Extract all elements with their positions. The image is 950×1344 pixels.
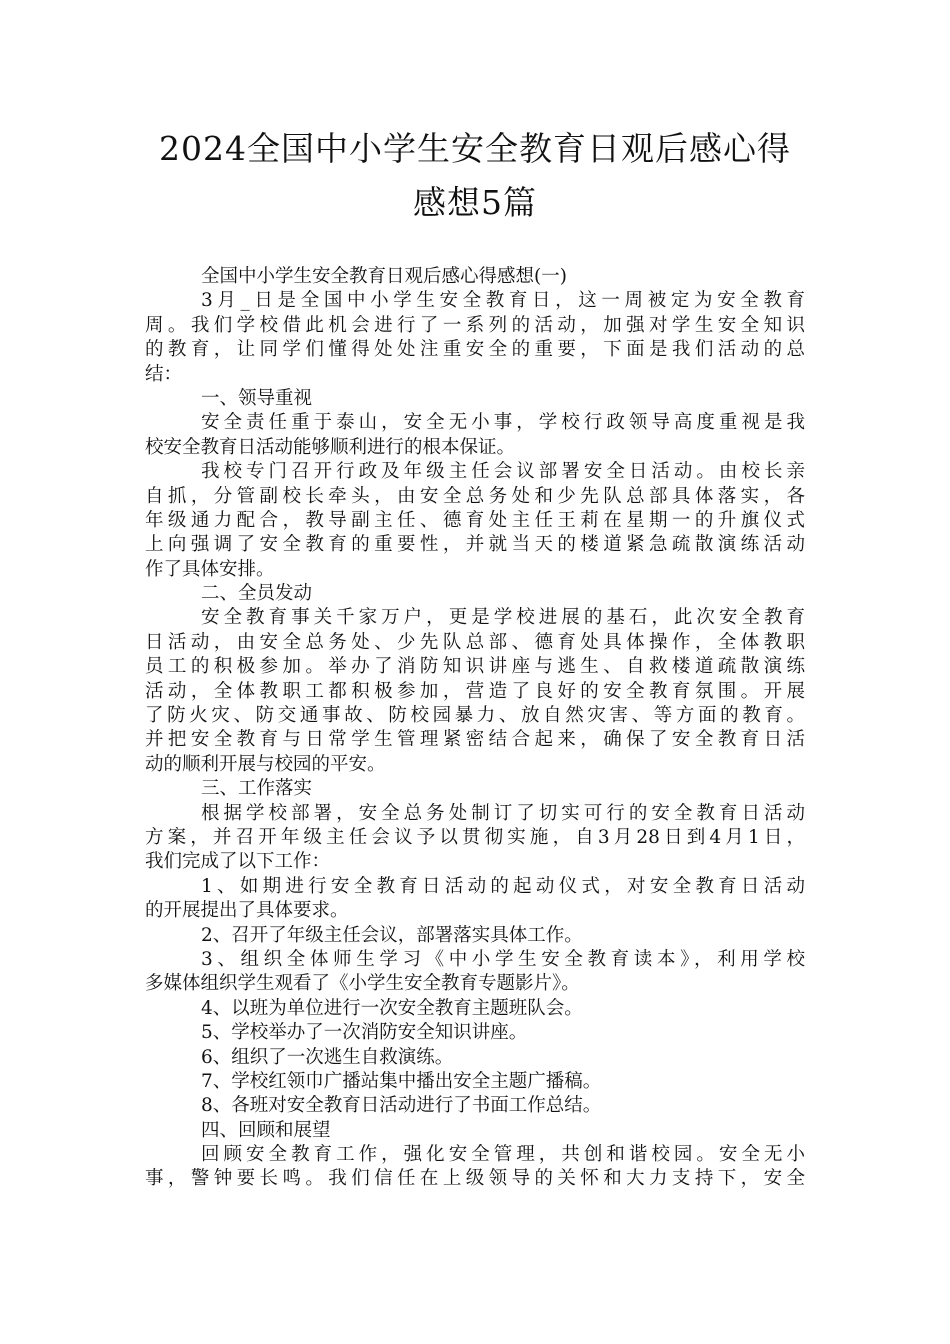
text-line: 作了具体安排。 [145, 558, 275, 580]
text-line: 8、各班对安全教育日活动进行了书面工作总结。 [201, 1095, 602, 1117]
text-line: 2、召开了年级主任会议，部署落实具体工作。 [201, 924, 583, 946]
document-title [120, 122, 830, 230]
text-line: 安全教育事关千家万户，更是学校进展的基石，此次安全教育 [201, 607, 805, 629]
text-line: 1、如期进行安全教育日活动的起动仪式，对安全教育日活动 [201, 875, 805, 897]
text-line: 我们完成了以下工作： [145, 851, 331, 873]
document-body [145, 265, 805, 1192]
text-line: 3、组织全体师生学习《中小学生安全教育读本》，利用学校 [201, 948, 805, 970]
text-line: 一、领导重视 [201, 387, 313, 409]
text-line: 方案，并召开年级主任会议予以贯彻实施，自3月28日到4月1日， [145, 826, 805, 848]
text-line: 回顾安全教育工作，强化安全管理，共创和谐校园。安全无小 [201, 1144, 805, 1166]
text-line: 6、组织了一次逃生自救演练。 [201, 1046, 454, 1068]
text-line: 7、学校红领巾广播站集中播出安全主题广播稿。 [201, 1070, 602, 1092]
text-line: 3月_日是全国中小学生安全教育日，这一周被定为安全教育 [201, 290, 805, 312]
text-line: 根据学校部署，安全总务处制订了切实可行的安全教育日活动 [201, 802, 805, 824]
text-line: 日活动，由安全总务处、少先队总部、德育处具体操作，全体教职 [145, 631, 805, 653]
text-line: 事，警钟要长鸣。我们信任在上级领导的关怀和大力支持下，安全 [145, 1168, 805, 1190]
text-line: 了防火灾、防交通事故、防校园暴力、放自然灾害、等方面的教育。 [145, 705, 805, 727]
text-line: 多媒体组织学生观看了《小学生安全教育专题影片》。 [145, 973, 580, 995]
text-line: 4、以班为单位进行一次安全教育主题班队会。 [201, 997, 583, 1019]
text-line: 我校专门召开行政及年级主任会议部署安全日活动。由校长亲 [201, 461, 805, 483]
text-line: 员工的积极参加。举办了消防知识讲座与逃生、自救楼道疏散演练 [145, 656, 805, 678]
text-line: 的开展提出了具体要求。 [145, 900, 349, 922]
text-line: 年级通力配合，教导副主任、德育处主任王莉在星期一的升旗仪式 [145, 509, 805, 531]
text-line: 周。我们学校借此机会进行了一系列的活动，加强对学生安全知识 [145, 314, 805, 336]
text-line: 全国中小学生安全教育日观后感心得感想(一) [201, 266, 567, 287]
text-line: 四、回顾和展望 [201, 1119, 331, 1141]
text-line: 动的顺利开展与校园的平安。 [145, 753, 386, 775]
text-line: 活动，全体教职工都积极参加，营造了良好的安全教育氛围。开展 [145, 680, 805, 702]
text-line: 5、学校举办了一次消防安全知识讲座。 [201, 1022, 528, 1044]
text-line: 三、工作落实 [201, 778, 313, 800]
text-line: 上向强调了安全教育的重要性，并就当天的楼道紧急疏散演练活动 [145, 534, 805, 556]
title-line-1: 2024全国中小学生安全教育日观后感心得 [159, 129, 791, 168]
text-line: 自抓，分管副校长牵头，由安全总务处和少先队总部具体落实，各 [145, 485, 805, 507]
text-line: 并把安全教育与日常学生管理紧密结合起来，确保了安全教育日活 [145, 729, 805, 751]
text-line: 校安全教育日活动能够顺利进行的根本保证。 [145, 436, 516, 458]
text-line: 安全责任重于泰山，安全无小事，学校行政领导高度重视是我 [201, 412, 805, 434]
text-line: 的教育，让同学们懂得处处注重安全的重要，下面是我们活动的总 [145, 339, 805, 361]
text-line: 结： [145, 363, 183, 385]
title-line-2: 感想5篇 [413, 183, 537, 222]
text-line: 二、全员发动 [201, 583, 313, 605]
